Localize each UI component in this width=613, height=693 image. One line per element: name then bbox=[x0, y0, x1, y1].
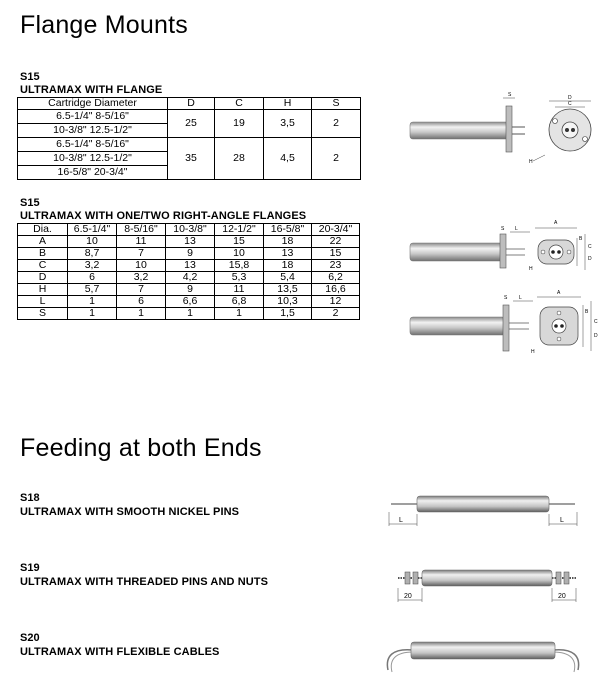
value-cell: 5,4 bbox=[264, 272, 312, 284]
header-cell: D bbox=[168, 98, 215, 110]
section-title-feeding-both-ends: Feeding at both Ends bbox=[20, 434, 262, 462]
value-cell: 19 bbox=[215, 110, 264, 138]
dim-20-right: 20 bbox=[558, 593, 566, 600]
value-cell: 15,8 bbox=[215, 260, 264, 272]
table-header-row bbox=[18, 98, 361, 110]
s20-code: S20 bbox=[20, 632, 40, 644]
value-cell: 13 bbox=[166, 260, 215, 272]
value-cell: 11 bbox=[117, 236, 166, 248]
diameter-cell: 10-3/8" 12.5-1/2" bbox=[18, 124, 168, 138]
value-cell: 10 bbox=[117, 260, 166, 272]
row-label: B bbox=[18, 248, 68, 260]
value-cell: 12 bbox=[312, 296, 360, 308]
right-angle-flange-drawing-1 bbox=[405, 210, 605, 275]
value-cell: 7 bbox=[117, 248, 166, 260]
label-s: S bbox=[504, 295, 508, 301]
s20-subtitle: ULTRAMAX WITH FLEXIBLE CABLES bbox=[20, 646, 220, 658]
label-b: B bbox=[579, 236, 583, 242]
value-cell: 6,6 bbox=[166, 296, 215, 308]
value-cell: 8,7 bbox=[68, 248, 117, 260]
table-row bbox=[18, 138, 361, 152]
s15a-subtitle: ULTRAMAX WITH FLANGE bbox=[20, 84, 163, 96]
value-cell: 10 bbox=[215, 248, 264, 260]
header-cell: 16-5/8" bbox=[264, 224, 312, 236]
value-cell: 9 bbox=[166, 284, 215, 296]
table-row bbox=[18, 272, 360, 284]
value-cell: 7 bbox=[117, 284, 166, 296]
header-cell: C bbox=[215, 98, 264, 110]
value-cell: 18 bbox=[264, 260, 312, 272]
label-h: H bbox=[531, 349, 535, 355]
table-row bbox=[18, 284, 360, 296]
value-cell: 9 bbox=[166, 248, 215, 260]
label-d: D bbox=[594, 333, 598, 339]
s15a-code: S15 bbox=[20, 71, 40, 83]
row-label: C bbox=[18, 260, 68, 272]
value-cell: 23 bbox=[312, 260, 360, 272]
s19-code: S19 bbox=[20, 562, 40, 574]
header-cell: 6.5-1/4" bbox=[68, 224, 117, 236]
flexible-cables-drawing bbox=[383, 630, 583, 680]
table-row bbox=[18, 308, 360, 320]
diameter-cell: 6.5-1/4" 8-5/16" bbox=[18, 110, 168, 124]
threaded-pins-nuts-drawing bbox=[392, 562, 582, 607]
header-cell: 10-3/8" bbox=[166, 224, 215, 236]
value-cell: 4,5 bbox=[264, 138, 312, 180]
label-h: H bbox=[529, 266, 533, 272]
label-d: D bbox=[568, 95, 572, 101]
label-a: A bbox=[554, 220, 558, 226]
header-cell: Cartridge Diameter bbox=[18, 98, 168, 110]
s15b-table bbox=[17, 223, 360, 320]
row-label: A bbox=[18, 236, 68, 248]
value-cell: 1,5 bbox=[264, 308, 312, 320]
s15b-code: S15 bbox=[20, 197, 40, 209]
value-cell: 13 bbox=[166, 236, 215, 248]
value-cell: 28 bbox=[215, 138, 264, 180]
value-cell: 2 bbox=[312, 308, 360, 320]
value-cell: 10 bbox=[68, 236, 117, 248]
value-cell: 5,7 bbox=[68, 284, 117, 296]
value-cell: 35 bbox=[168, 138, 215, 180]
header-cell: 8-5/16" bbox=[117, 224, 166, 236]
value-cell: 1 bbox=[68, 296, 117, 308]
label-d: D bbox=[588, 256, 592, 262]
s15b-subtitle: ULTRAMAX WITH ONE/TWO RIGHT-ANGLE FLANGES bbox=[20, 210, 307, 222]
diameter-cell: 10-3/8" 12.5-1/2" bbox=[18, 152, 168, 166]
value-cell: 13,5 bbox=[264, 284, 312, 296]
s19-subtitle: ULTRAMAX WITH THREADED PINS AND NUTS bbox=[20, 576, 269, 588]
label-h: H bbox=[529, 159, 533, 165]
row-label: L bbox=[18, 296, 68, 308]
header-cell: S bbox=[312, 98, 361, 110]
value-cell: 10,3 bbox=[264, 296, 312, 308]
dim-20-left: 20 bbox=[404, 593, 412, 600]
header-cell: 20-3/4" bbox=[312, 224, 360, 236]
row-label: H bbox=[18, 284, 68, 296]
label-s: S bbox=[501, 226, 505, 232]
table-row bbox=[18, 110, 361, 124]
value-cell: 3,2 bbox=[68, 260, 117, 272]
value-cell: 15 bbox=[312, 248, 360, 260]
label-c: C bbox=[568, 101, 572, 107]
section-title-flange-mounts: Flange Mounts bbox=[20, 11, 188, 39]
header-cell: 12-1/2" bbox=[215, 224, 264, 236]
value-cell: 11 bbox=[215, 284, 264, 296]
value-cell: 18 bbox=[264, 236, 312, 248]
diameter-cell: 16-5/8" 20-3/4" bbox=[18, 166, 168, 180]
label-c: C bbox=[594, 319, 598, 325]
row-label: D bbox=[18, 272, 68, 284]
value-cell: 3,2 bbox=[117, 272, 166, 284]
header-cell: Dia. bbox=[18, 224, 68, 236]
s18-code: S18 bbox=[20, 492, 40, 504]
diameter-cell: 6.5-1/4" 8-5/16" bbox=[18, 138, 168, 152]
value-cell: 3,5 bbox=[264, 110, 312, 138]
table-row bbox=[18, 296, 360, 308]
value-cell: 16,6 bbox=[312, 284, 360, 296]
value-cell: 6 bbox=[68, 272, 117, 284]
label-l: L bbox=[519, 295, 522, 301]
label-b: B bbox=[585, 309, 589, 315]
value-cell: 22 bbox=[312, 236, 360, 248]
value-cell: 5,3 bbox=[215, 272, 264, 284]
label-c: C bbox=[588, 244, 592, 250]
table-header-row bbox=[18, 224, 360, 236]
value-cell: 1 bbox=[215, 308, 264, 320]
flange-cartridge-drawing bbox=[405, 93, 600, 168]
right-angle-flange-drawing-2 bbox=[405, 285, 605, 357]
s15a-table bbox=[17, 97, 361, 180]
value-cell: 1 bbox=[117, 308, 166, 320]
row-label: S bbox=[18, 308, 68, 320]
value-cell: 1 bbox=[68, 308, 117, 320]
label-l: L bbox=[515, 226, 518, 232]
value-cell: 2 bbox=[312, 110, 361, 138]
table-row bbox=[18, 236, 360, 248]
value-cell: 15 bbox=[215, 236, 264, 248]
value-cell: 6,8 bbox=[215, 296, 264, 308]
value-cell: 13 bbox=[264, 248, 312, 260]
value-cell: 1 bbox=[166, 308, 215, 320]
value-cell: 6 bbox=[117, 296, 166, 308]
dim-l-left: L bbox=[399, 517, 403, 524]
s18-subtitle: ULTRAMAX WITH SMOOTH NICKEL PINS bbox=[20, 506, 240, 518]
dim-l-right: L bbox=[560, 517, 564, 524]
value-cell: 6,2 bbox=[312, 272, 360, 284]
table-row bbox=[18, 248, 360, 260]
value-cell: 4,2 bbox=[166, 272, 215, 284]
label-s: S bbox=[508, 92, 512, 98]
value-cell: 25 bbox=[168, 110, 215, 138]
table-row bbox=[18, 260, 360, 272]
header-cell: H bbox=[264, 98, 312, 110]
value-cell: 2 bbox=[312, 138, 361, 180]
smooth-nickel-pins-drawing bbox=[383, 488, 583, 533]
label-a: A bbox=[557, 290, 561, 296]
